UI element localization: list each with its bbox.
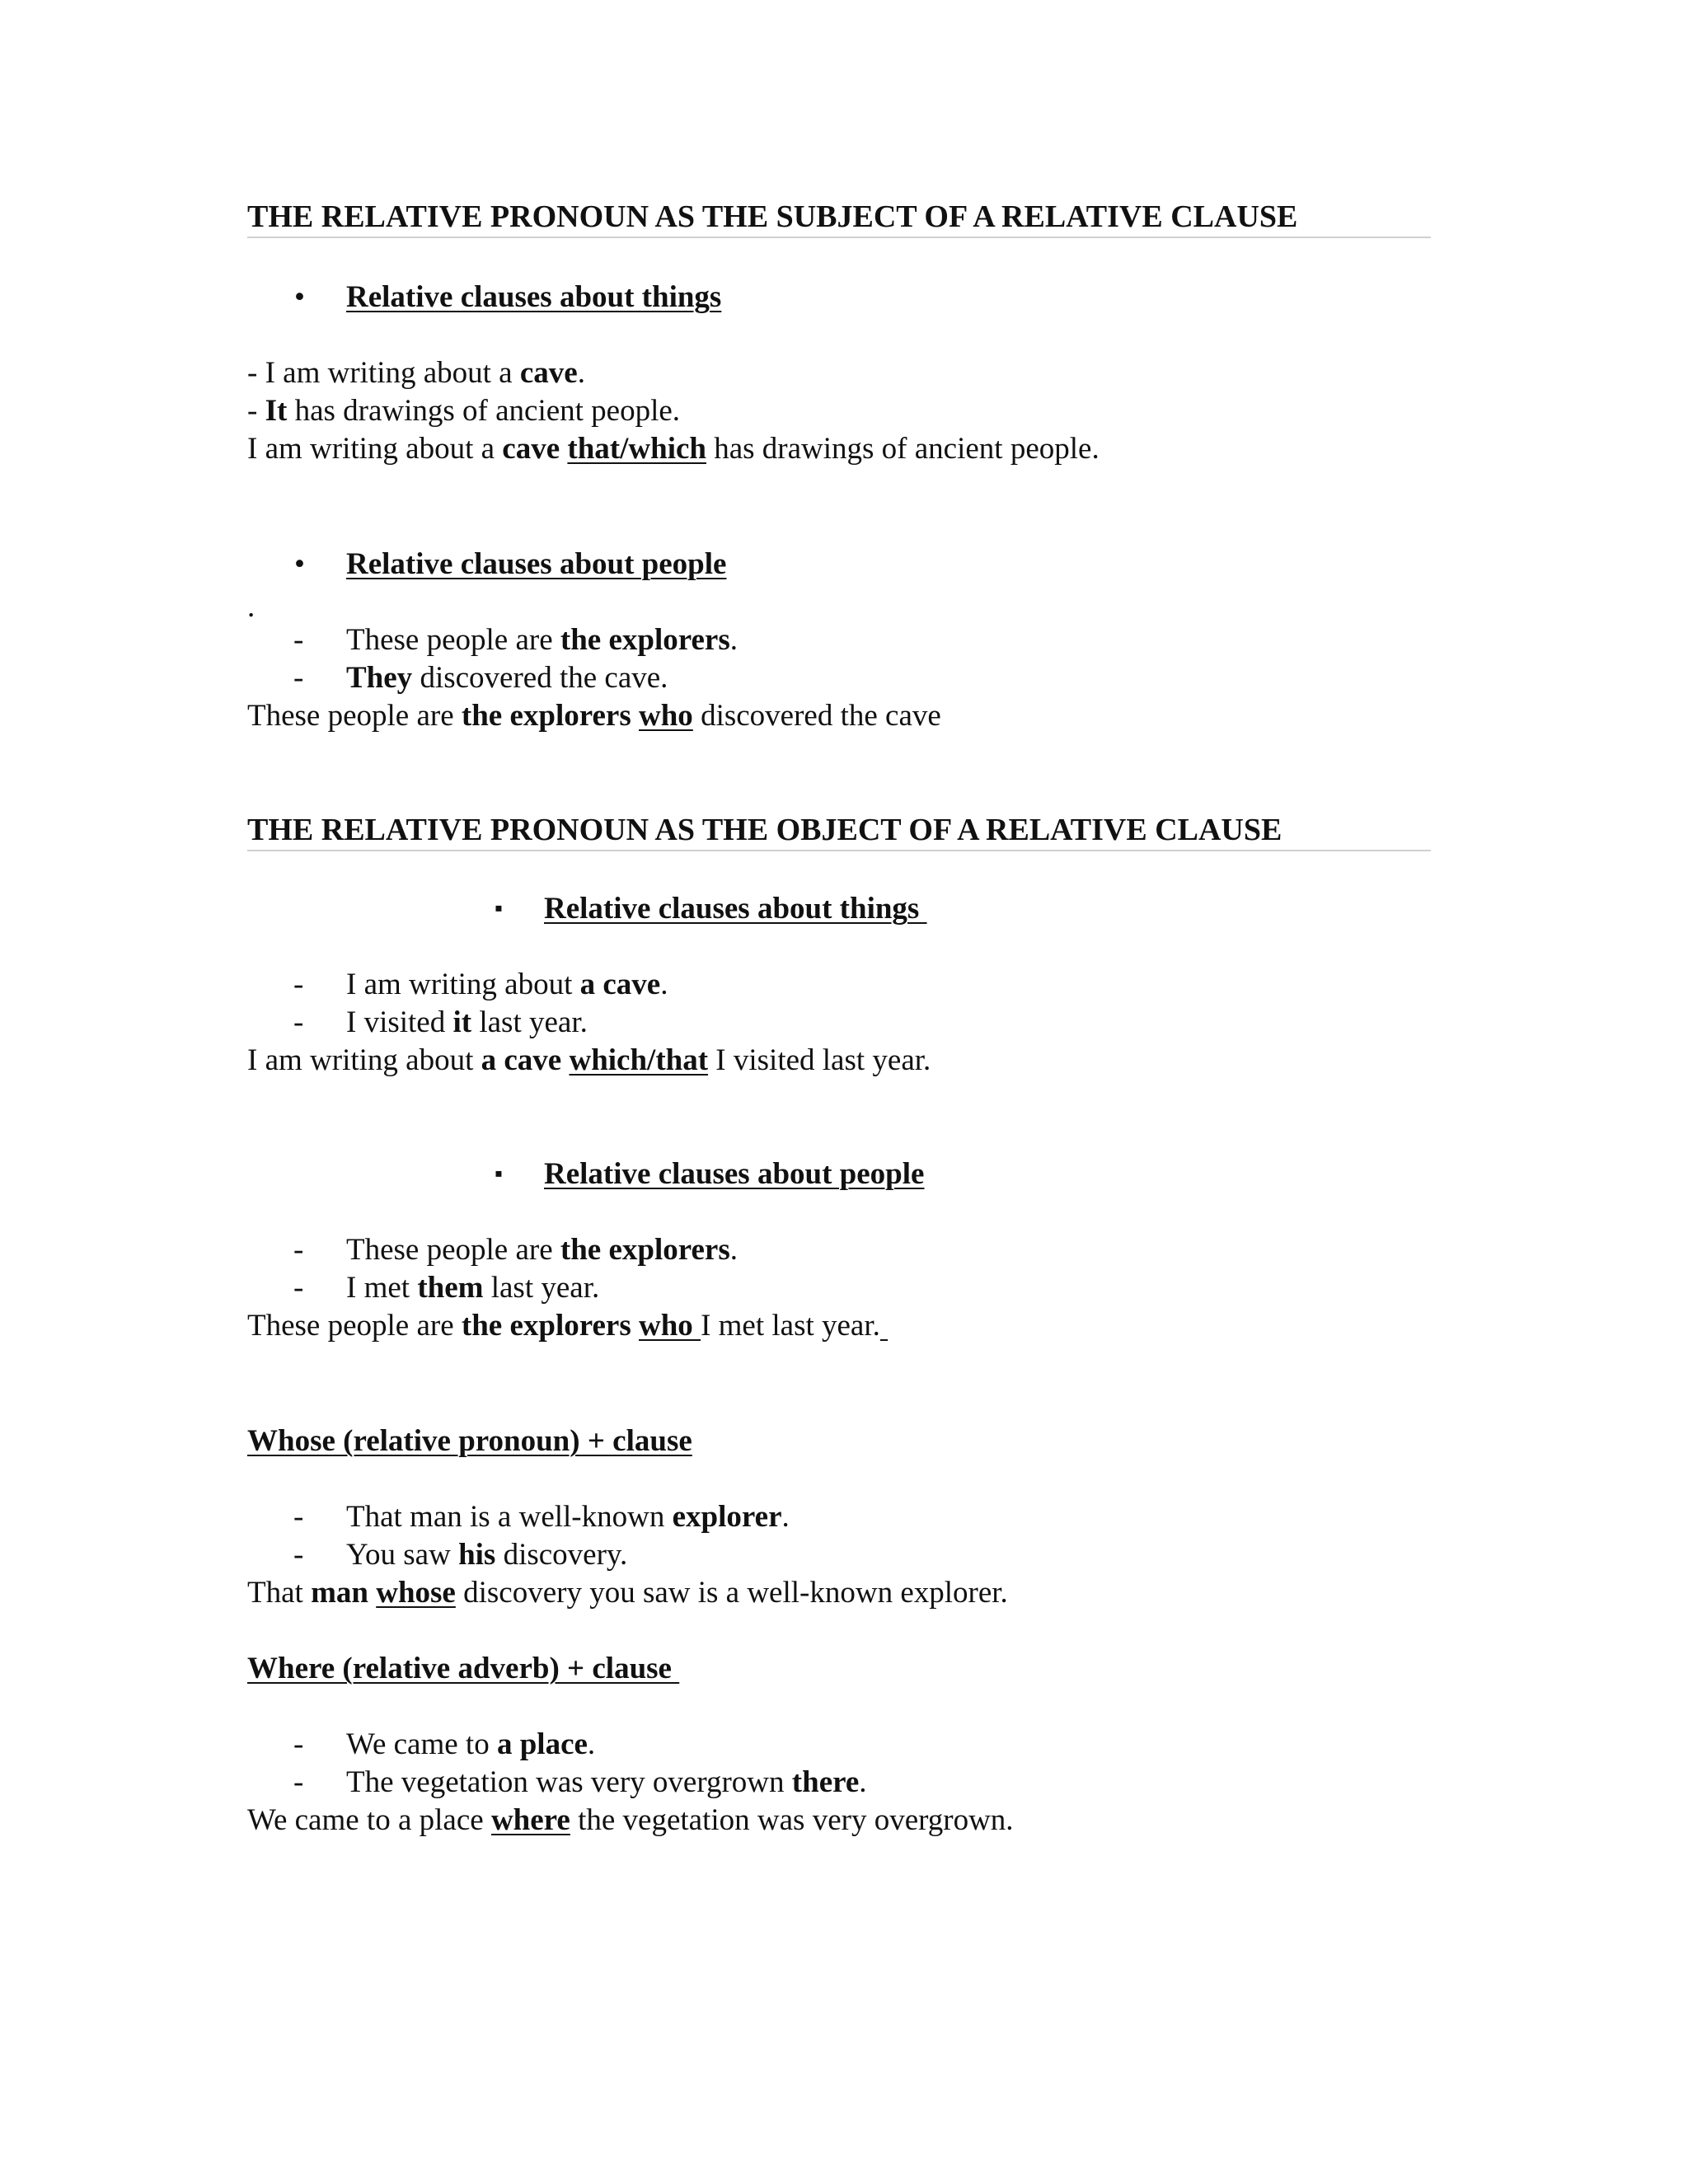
- relative-pronoun: that/which: [567, 432, 706, 466]
- subheading-people: Relative clauses about people: [346, 547, 727, 581]
- dash-marker: -: [293, 1271, 304, 1305]
- example-result: We came to a place where the vegetation was very overgrown.: [247, 1803, 1014, 1837]
- subheading-whose: Whose (relative pronoun) + clause: [247, 1424, 692, 1458]
- square-bullet-icon: ▪: [495, 896, 503, 921]
- subheading-people: Relative clauses about people: [544, 1157, 925, 1191]
- relative-pronoun: which/that: [569, 1043, 709, 1077]
- subheading-where: Where (relative adverb) + clause: [247, 1652, 680, 1685]
- example-line: - It has drawings of ancient people.: [247, 394, 681, 428]
- relative-pronoun: who: [639, 1309, 701, 1343]
- relative-pronoun: who: [639, 699, 693, 733]
- list-item: These people are the explorers.: [346, 1233, 738, 1267]
- list-item: You saw his discovery.: [346, 1538, 628, 1572]
- section-heading-subject: THE RELATIVE PRONOUN AS THE SUBJECT OF A RELATIVE CLAUSE: [247, 199, 1298, 234]
- dash-marker: -: [293, 1538, 304, 1572]
- example-line: - I am writing about a cave.: [247, 356, 585, 390]
- square-bullet-icon: ▪: [495, 1161, 503, 1187]
- heading-rule: [247, 237, 1431, 238]
- list-item: They discovered the cave.: [346, 661, 668, 695]
- subheading-things: Relative clauses about things: [544, 892, 927, 926]
- dash-marker: -: [293, 968, 304, 1001]
- relative-pronoun: whose: [376, 1576, 456, 1610]
- list-item: These people are the explorers.: [346, 623, 738, 657]
- stray-dot: .: [247, 590, 256, 624]
- list-item: I met them last year.: [346, 1271, 600, 1305]
- example-result: These people are the explorers who discovered the cave: [247, 699, 941, 733]
- dash-marker: -: [293, 1765, 304, 1799]
- dash-marker: -: [293, 1005, 304, 1039]
- example-result: I am writing about a cave that/which has drawings of ancient people.: [247, 432, 1100, 466]
- example-result: I am writing about a cave which/that I visited last year.: [247, 1043, 931, 1077]
- list-item: The vegetation was very overgrown there.: [346, 1765, 867, 1799]
- dash-marker: -: [293, 1233, 304, 1267]
- bullet-icon: •: [294, 547, 305, 581]
- heading-rule: [247, 850, 1431, 851]
- subheading-things: Relative clauses about things: [346, 280, 722, 314]
- list-item: I visited it last year.: [346, 1005, 588, 1039]
- dash-marker: -: [293, 661, 304, 695]
- dash-marker: -: [293, 1500, 304, 1534]
- section-heading-object: THE RELATIVE PRONOUN AS THE OBJECT OF A RELATIVE CLAUSE: [247, 813, 1282, 847]
- dash-marker: -: [293, 1727, 304, 1761]
- example-result: That man whose discovery you saw is a well-known explorer.: [247, 1576, 1008, 1610]
- list-item: That man is a well-known explorer.: [346, 1500, 790, 1534]
- list-item: We came to a place.: [346, 1727, 596, 1761]
- dash-marker: -: [293, 623, 304, 657]
- bullet-icon: •: [294, 280, 305, 314]
- relative-adverb: where: [490, 1803, 570, 1837]
- example-result: These people are the explorers who I met last year.: [247, 1309, 880, 1343]
- list-item: I am writing about a cave.: [346, 968, 668, 1001]
